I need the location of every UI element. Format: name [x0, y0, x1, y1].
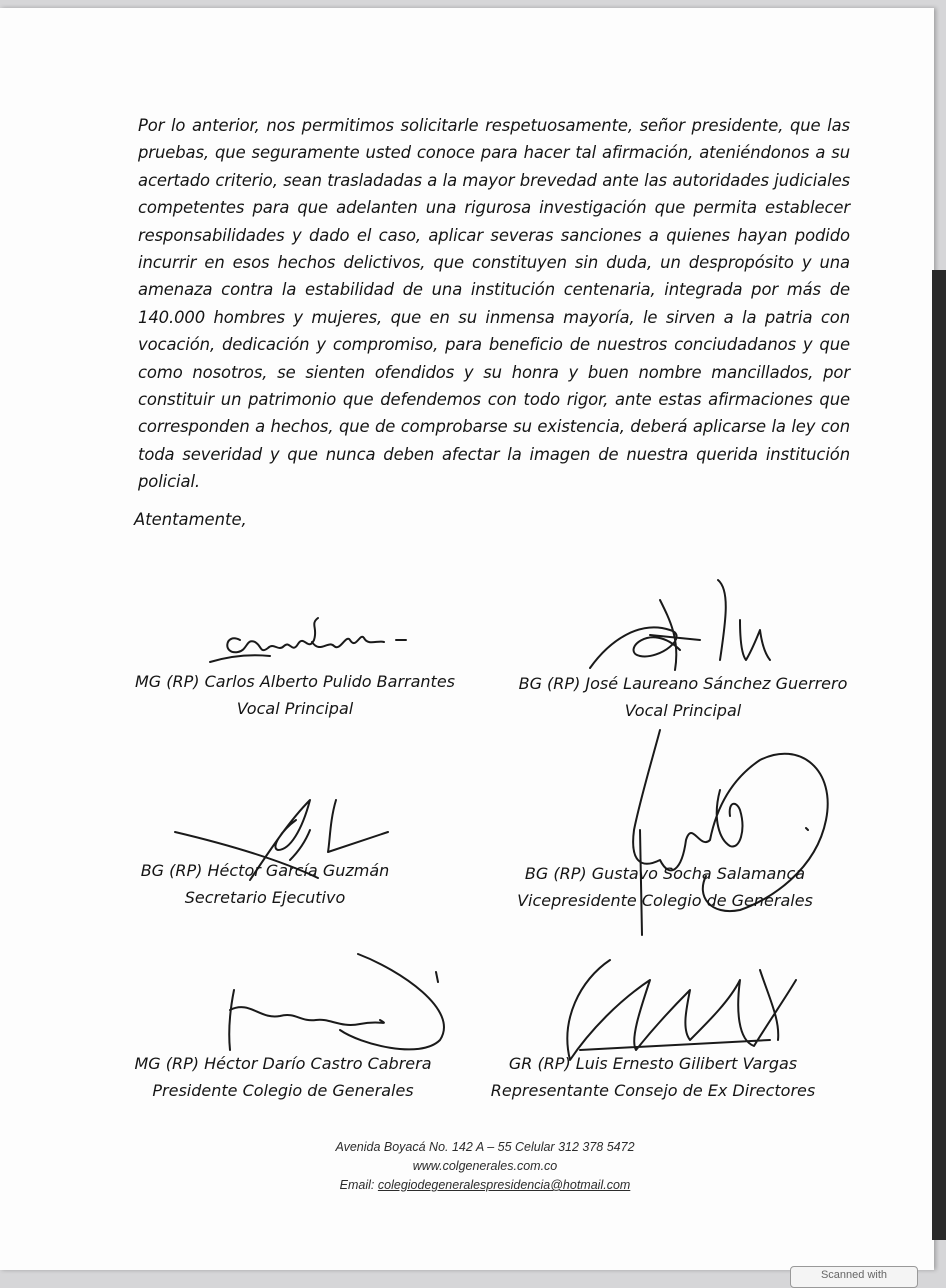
signatory-block: [108, 1050, 458, 1104]
signatory-name: BG (RP) Gustavo Socha Salamanca: [524, 864, 806, 883]
footer-email-link[interactable]: colegiodegeneralespresidencia@hotmail.com: [377, 1178, 631, 1192]
signatory-name: MG (RP) Carlos Alberto Pulido Barrantes: [135, 672, 455, 691]
footer-address: Avenida Boyacá No. 142 A – 55 Celular 312 378 5472: [335, 1140, 635, 1154]
signatory-block: [120, 668, 470, 722]
signatory-name: BG (RP) Héctor García Guzmán: [140, 861, 390, 880]
page-edge-shadow: [932, 270, 946, 1240]
signatory-block: [478, 1050, 828, 1104]
signatory-block: [490, 860, 840, 914]
signatory-role: Presidente Colegio de Generales: [152, 1081, 414, 1100]
signatory-role: Secretario Ejecutivo: [184, 888, 346, 907]
signatory-role: Vocal Principal: [236, 699, 354, 718]
signatory-name: GR (RP) Luis Ernesto Gilibert Vargas: [508, 1054, 798, 1073]
signatory-role: Representante Consejo de Ex Directores: [490, 1081, 816, 1100]
letter-body: Por lo anterior, nos permitimos solicitarle respetuosamente, señor presidente, que las pruebas, que seguramente usted conoce para hacer tal afirmación, ateniéndonos a su acertado criterio, sean trasladadas a la mayor brevedad ante las autoridades judiciales competentes para que adelanten una rigurosa investigación que permita establecer responsabilidades y dado el caso, aplicar severas sanciones a quienes hayan podido incurrir en esos hechos delictivos, que constituyen sin duda, un despropósito y una amenaza contra la estabilidad de una institución centenaria, integrada por más de 140.000 hombres y mujeres, que en su inmensa mayoría, le sirven a la patria con vocación, dedicación y compromiso, para beneficio de nuestros conciudadanos y que como nosotros, se sienten ofendidos y su honra y buen nombre mancillados, por constituir un patrimonio que defendemos con todo rigor, ante estas afirmaciones que corresponden a hechos, que de comprobarse su existencia, deberá aplicarse la ley con toda severidad y que nunca deben afectar la imagen de nuestra querida institución policial.: [138, 116, 850, 492]
signatory-role: Vocal Principal: [624, 701, 742, 720]
signatory-block: [508, 670, 858, 724]
footer-email-label: Email:: [339, 1178, 375, 1192]
footer-email-line: [300, 1176, 670, 1195]
signatory-block: [90, 857, 440, 911]
footer-website: www.colgenerales.com.co: [412, 1159, 558, 1173]
scanned-with-badge: Scanned with: [790, 1266, 918, 1288]
signatory-name: BG (RP) José Laureano Sánchez Guerrero: [518, 674, 848, 693]
signatory-role: Vicepresidente Colegio de Generales: [517, 891, 813, 910]
signatory-name: MG (RP) Héctor Darío Castro Cabrera: [134, 1054, 432, 1073]
letterhead-footer: [300, 1138, 670, 1195]
letter-closing: Atentamente,: [134, 510, 247, 529]
